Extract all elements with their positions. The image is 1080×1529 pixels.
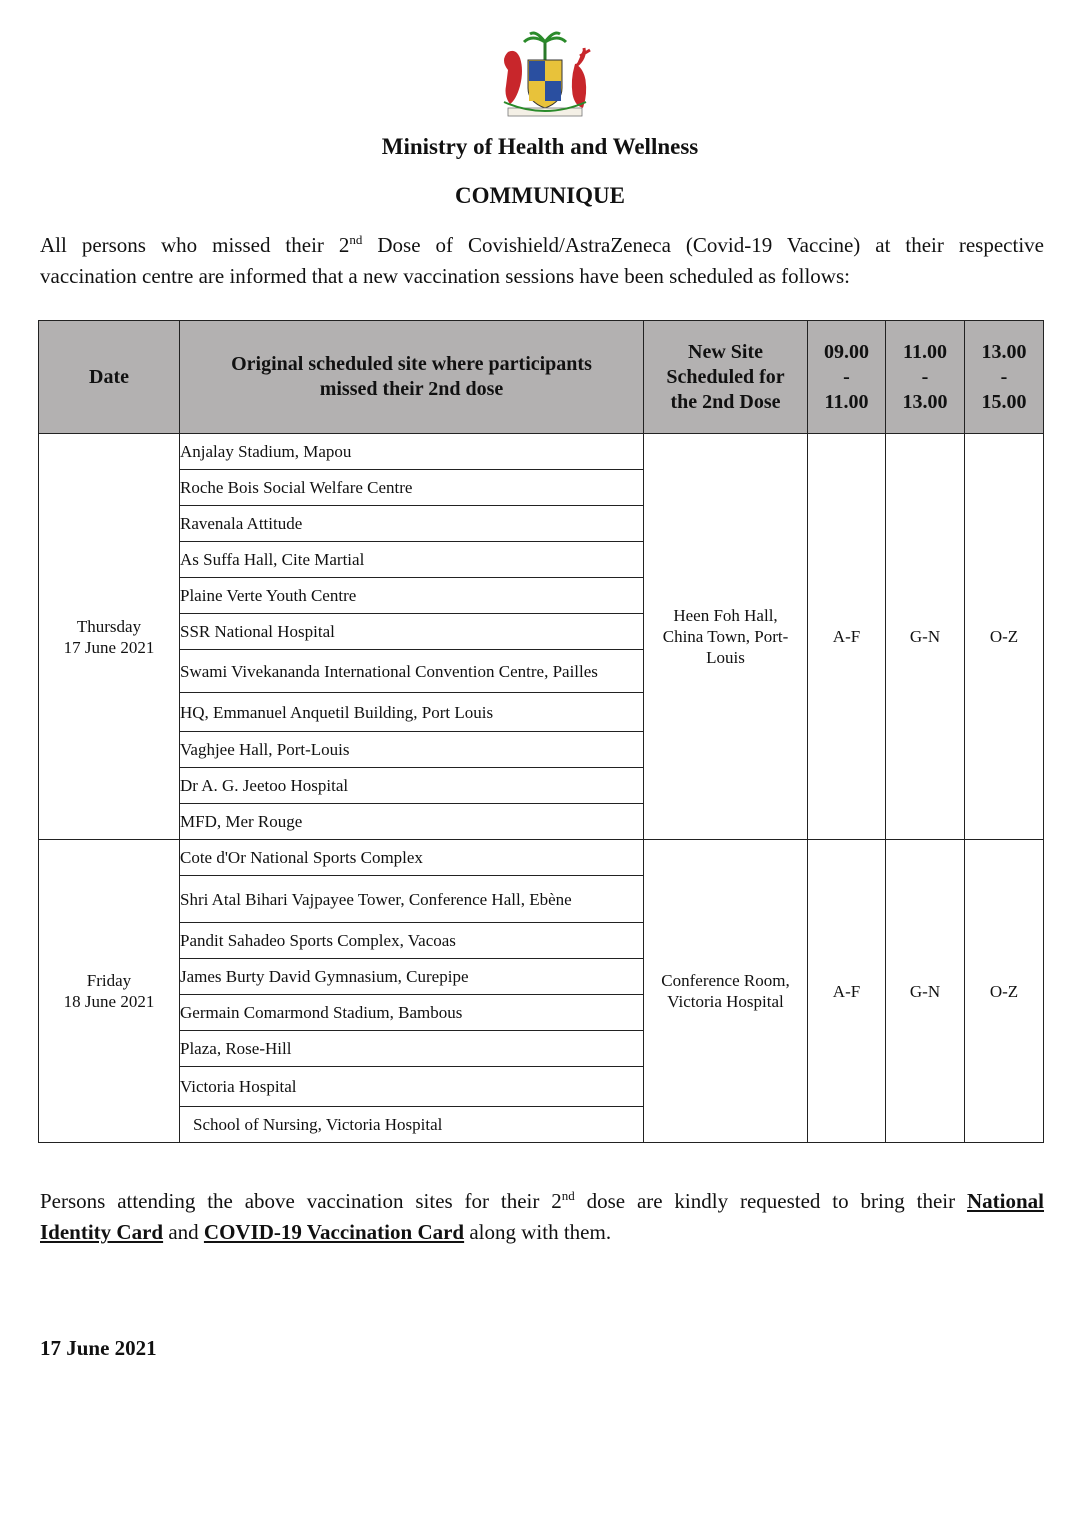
site-cell: James Burty David Gymnasium, Curepipe	[180, 959, 644, 995]
site-cell: Plaza, Rose-Hill	[180, 1031, 644, 1067]
communique-heading: COMMUNIQUE	[455, 183, 625, 208]
site-cell: Cote d'Or National Sports Complex	[180, 840, 644, 876]
slot-1-cell: A-F	[808, 434, 886, 840]
group-date-cell: Friday 18 June 2021	[39, 840, 180, 1143]
site-cell: Germain Comarmond Stadium, Bambous	[180, 995, 644, 1031]
coat-of-arms-icon	[490, 30, 600, 120]
site-cell: SSR National Hospital	[180, 614, 644, 650]
site-cell: HQ, Emmanuel Anquetil Building, Port Louis	[180, 693, 644, 732]
new-site-cell: Heen Foh Hall, China Town, Port-Louis	[644, 434, 808, 840]
signature-date: 17 June 2021	[40, 1336, 157, 1360]
site-cell: Anjalay Stadium, Mapou	[180, 434, 644, 470]
site-cell: Swami Vivekananda International Convention Centre, Pailles	[180, 650, 644, 693]
intro-paragraph: All persons who missed their 2nd Dose of Covishield/AstraZeneca (Covid-19 Vaccine) at their respective vaccination centre are informed that a new vaccination sessions have been scheduled as follows:	[40, 232, 1044, 288]
site-cell: Plaine Verte Youth Centre	[180, 578, 644, 614]
site-cell: Victoria Hospital	[180, 1067, 644, 1107]
site-cell: As Suffa Hall, Cite Martial	[180, 542, 644, 578]
header-original-site: Original scheduled site where participants missed their 2nd dose	[180, 321, 644, 434]
national-identity-card-emphasis: National	[967, 1189, 1045, 1213]
header-slot-2: 11.00 - 13.00	[886, 321, 965, 434]
site-cell: Vaghjee Hall, Port-Louis	[180, 732, 644, 768]
header-new-site: New Site Scheduled for the 2nd Dose	[644, 321, 808, 434]
site-cell: Roche Bois Social Welfare Centre	[180, 470, 644, 506]
table-header-row	[39, 321, 1044, 434]
site-cell: Pandit Sahadeo Sports Complex, Vacoas	[180, 923, 644, 959]
slot-1-cell: A-F	[808, 840, 886, 1143]
header-slot-3: 13.00 - 15.00	[965, 321, 1044, 434]
slot-3-cell: O-Z	[965, 840, 1044, 1143]
site-cell: Dr A. G. Jeetoo Hospital	[180, 768, 644, 804]
slot-2-cell: G-N	[886, 840, 965, 1143]
table-row	[39, 434, 1044, 470]
site-cell: MFD, Mer Rouge	[180, 804, 644, 840]
site-cell: Ravenala Attitude	[180, 506, 644, 542]
ministry-title: Ministry of Health and Wellness	[381, 134, 699, 159]
group-date-cell: Thursday 17 June 2021	[39, 434, 180, 840]
footer-paragraph: Persons attending the above vaccination sites for their 2nd dose are kindly requested to bring their National Identity Card and COVID-19 Vaccination Card along with them.	[40, 1188, 1045, 1244]
new-site-cell: Conference Room, Victoria Hospital	[644, 840, 808, 1143]
schedule-table	[38, 320, 1044, 1143]
slot-3-cell: O-Z	[965, 434, 1044, 840]
slot-2-cell: G-N	[886, 434, 965, 840]
site-cell: School of Nursing, Victoria Hospital	[180, 1107, 644, 1143]
header-date: Date	[39, 321, 180, 434]
site-cell: Shri Atal Bihari Vajpayee Tower, Conference Hall, Ebène	[180, 876, 644, 923]
vaccination-card-emphasis: COVID-19 Vaccination Card	[203, 1220, 465, 1244]
national-identity-card-emphasis-cont: Identity Card	[40, 1220, 164, 1244]
header-slot-1: 09.00 - 11.00	[808, 321, 886, 434]
table-row	[39, 840, 1044, 876]
